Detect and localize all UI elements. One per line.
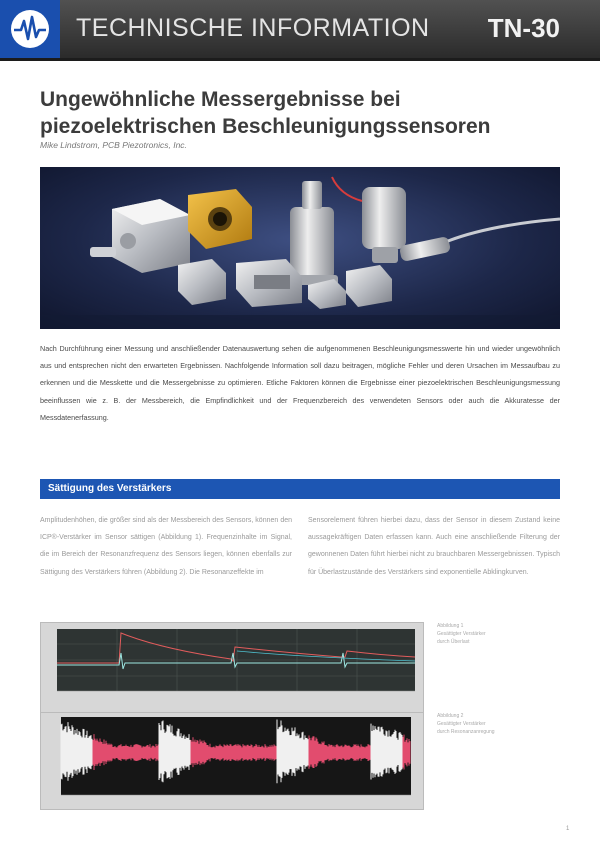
figure-1-caption (437, 622, 557, 646)
figure-1-caption-line: Gesättigter Verstärker (437, 631, 486, 637)
figure-2-plot (41, 713, 423, 809)
page-number: 1 (566, 826, 570, 832)
section-text-left-column: Amplitudenhöhen, die größer sind als der Messbereich des Sensors, können den ICP®-Verstärker im Sensor sättigen (Abbildung 1). Frequenzinhalte im Signal, die im Bereich der Resonanzfrequenz des Sensors liegen, können ebenfalls zur Sättigung des Verstärkers führen (Abbildung 2). Die Resonanzeffekte im (40, 517, 292, 576)
header-title: TECHNISCHE INFORMATION (76, 14, 430, 42)
accelerometer-sensors-image (40, 167, 560, 329)
figure-1-caption-line: durch Überlast (437, 639, 470, 645)
sensor-product-photo (40, 167, 560, 329)
figure-2-caption-line: Gesättigter Verstärker (437, 721, 486, 727)
document-title-line-2: piezoelektrischen Beschleunigungssensoren (40, 115, 491, 138)
section-title: Sättigung des Verstärkers (48, 483, 172, 494)
document-code: TN-30 (487, 13, 560, 43)
figure-2-caption-line: durch Resonanzanregung (437, 729, 495, 735)
pcb-waveform-logo-icon (8, 7, 52, 51)
section-heading-bar (40, 479, 560, 499)
section-text-right-column: Sensorelement führen hierbei dazu, dass der Sensor in diesem Zustand keine aussagekräftigen Daten erfassen kann. Auch eine anschließende Filterung der gewonnenen Daten führt hierbei nicht zu brauchbaren Messergebnissen. Typisch für Überlastzustände des Verstärkers sind exponentielle Abklingkurven. (308, 517, 560, 576)
document-title (40, 86, 570, 140)
document-title-line-1: Ungewöhnliche Messergebnisse bei (40, 88, 401, 111)
figure-1-plot (41, 623, 423, 713)
figure-2-chart (40, 712, 424, 810)
figure-2-caption-title: Abbildung 2 (437, 713, 464, 719)
intro-paragraph: Nach Durchführung einer Messung und anschließender Datenauswertung sehen die aufgenommenen Beschleunigungsmesswerte hin und wieder ungewöhnlich aus und entsprechen nicht den erwarteten Ergebnissen. Nachfolgende Information soll dazu beitragen, mögliche Fehler und deren Ursachen im Messaufbau zu erkennen und die Messkette und die Messergebnisse zu optimieren. Etliche Faktoren können die Ergebnisse einer piezoelektrischen Beschleunigungsmessung beeinflussen wie z. B. der Messbereich, die Empfindlichkeit und der Frequenzbereich des verwendeten Sensors oder auch die Akkuratesse der Messdatenerfassung. (40, 344, 560, 422)
pcb-logo (0, 0, 60, 58)
document-header (0, 0, 600, 61)
document-author: Mike Lindstrom, PCB Piezotronics, Inc. (40, 140, 187, 150)
figure-1-caption-title: Abbildung 1 (437, 623, 464, 629)
figure-2-caption (437, 712, 557, 736)
figure-1-chart (40, 622, 424, 714)
